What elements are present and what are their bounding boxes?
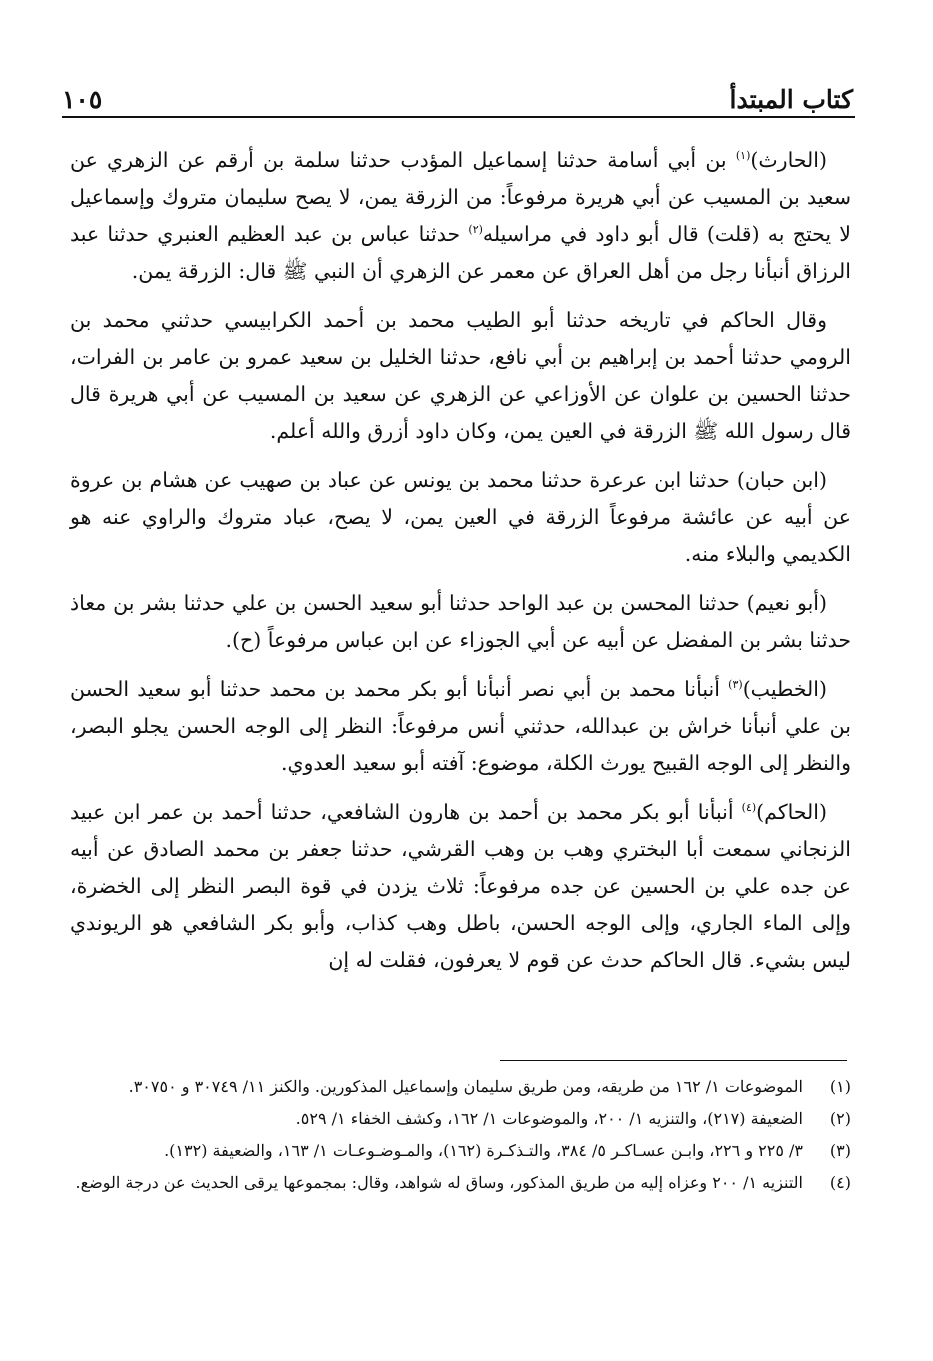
footnote-number: (٣) (829, 1141, 851, 1160)
main-text (70, 142, 851, 991)
text-run: بن أبي أسامة حدثنا إسماعيل المؤدب حدثنا سلمة بن أرقم عن الزهري عن سعيد بن المسيب عن أبي هريرة مرفوعاً: من الزرقة يمن، لا يصح سليمان متروك وإسماعيل لا يحتج به (قلت) قال أبو داود في مراسيله (70, 148, 852, 246)
text-run: أنبأنا محمد بن أبي نصر أنبأنا أبو بكر محمد بن محمد حدثنا أبو سعيد الحسن بن علي أنبأنا خراش بن عبدالله، حدثني أنس مرفوعاً: النظر إلى الوجه الحسن يجلو البصر، والنظر إلى الوجه القبيح يورث الكلة، موضوع: آفته أبو سعيد العدوي. (70, 677, 851, 775)
footnote (72, 1104, 851, 1133)
paragraph (70, 671, 851, 782)
text-run: (ابن حبان) حدثنا ابن عرعرة حدثنا محمد بن يونس عن عباد بن صهيب عن هشام بن عروة عن أبيه عن عائشة مرفوعاً الزرقة في العين يمن، لا يصح، عباد متروك والراوي عنه هو الكديمي والبلاء منه. (70, 468, 851, 566)
text-run: (الحارث) (750, 148, 827, 172)
footnote-text: الموضوعات ١/ ١٦٢ من طريقه، ومن طريق سليمان وإسماعيل المذكورين. والكنز ١١/ ٣٠٧٤٩ و ٣٠٧٥٠. (128, 1077, 803, 1096)
footnote-ref: (٣) (728, 678, 743, 692)
footnote-text: الضعيفة (٢١٧)، والتنزيه ١/ ٢٠٠، والموضوعات ١/ ١٦٢، وكشف الخفاء ١/ ٥٢٩. (295, 1109, 803, 1128)
footnote-number: (١) (829, 1077, 851, 1096)
paragraph (70, 585, 851, 659)
footnote-separator (500, 1060, 847, 1061)
header-rule (62, 116, 855, 118)
footnote-number: (٤) (829, 1173, 851, 1192)
footnote-number: (٢) (829, 1109, 851, 1128)
paragraph (70, 794, 851, 979)
footnote-ref: (٢) (468, 223, 483, 237)
text-run: أنبأنا أبو بكر محمد بن أحمد بن هارون الشافعي، حدثنا أحمد بن عمر ابن عبيد الزنجاني سمعت أبا البختري وهب بن وهب القرشي، حدثنا جعفر بن محمد الصادق عن أبيه عن جده علي بن الحسين عن جده مرفوعاً: ثلاث يزدن في قوة البصر النظر إلى الخضرة، وإلى الماء الجاري، وإلى الوجه الحسن، باطل وهب كذاب، وأبو بكر الشافعي هو الريوندي ليس بشيء. قال الحاكم حدث عن قوم لا يعرفون، فقلت له إن (70, 800, 851, 972)
footnotes (72, 1072, 851, 1200)
footnote-ref: (٤) (741, 801, 757, 815)
text-run: (أبو نعيم) حدثنا المحسن بن عبد الواحد حدثنا أبو سعيد الحسن بن علي حدثنا بشر بن معاذ حدثنا بشر بن المفضل عن أبيه عن أبي الجوزاء عن ابن عباس مرفوعاً (ح). (70, 591, 851, 652)
footnote-text: ٣/ ٢٢٥ و ٢٢٦، وابـن عسـاكـر ٥/ ٣٨٤، والتـذكـرة (١٦٢)، والمـوضـوعـات ١/ ١٦٣، والضعيفة (١٣٢). (164, 1141, 803, 1160)
footnote (72, 1136, 851, 1165)
paragraph (70, 462, 851, 573)
text-run: (الخطيب) (742, 677, 827, 701)
footnote-ref: (١) (735, 149, 751, 163)
footnote (72, 1072, 851, 1101)
running-title: كتاب المبتدأ (729, 85, 853, 114)
text-run: وقال الحاكم في تاريخه حدثنا أبو الطيب محمد بن أحمد الكرابيسي حدثني محمد بن الرومي حدثنا أحمد بن إبراهيم بن أبي نافع، حدثنا الخليل بن سعيد عمرو بن عامر بن الفرات، حدثنا الحسين بن علوان عن الأوزاعي عن الزهري عن سعيد بن المسيب عن أبي هريرة قال قال رسول الله ﷺ الزرقة في العين يمن، وكان داود أزرق والله أعلم. (70, 308, 851, 443)
text-run: (الحاكم) (756, 800, 827, 824)
text-run: حدثنا عباس بن عبد العظيم العنبري حدثنا عبد الرزاق أنبأنا رجل من أهل العراق عن معمر عن الزهري أن النبي ﷺ قال: الزرقة يمن. (70, 222, 851, 283)
page-number: ١٠٥ (62, 85, 103, 114)
footnote (72, 1168, 851, 1197)
paragraph (70, 302, 851, 450)
paragraph (70, 142, 851, 290)
footnote-text: التنزيه ١/ ٢٠٠ وعزاه إليه من طريق المذكور، وساق له شواهد، وقال: بمجموعها يرقى الحديث عن درجة الوضع. (75, 1173, 803, 1192)
page-header (62, 74, 853, 114)
